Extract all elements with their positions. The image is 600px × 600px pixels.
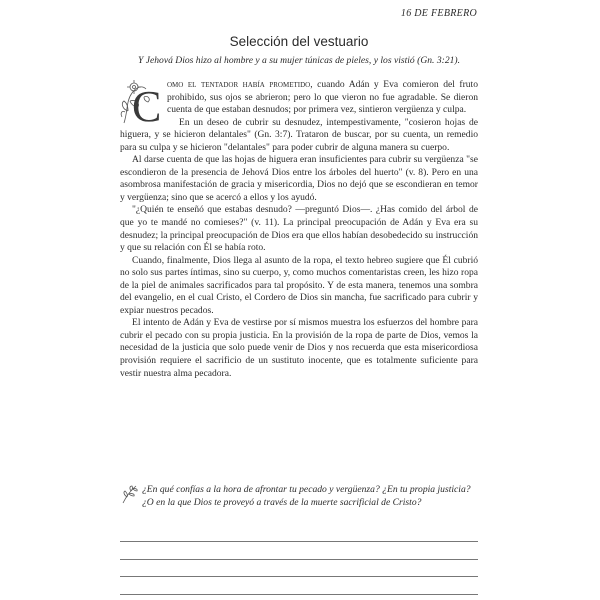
scripture-verse: Y Jehová Dios hizo al hombre y a su mujer túnicas de pieles, y los vistió (Gn. 3:21). [137,55,461,66]
paragraph-1-text: cuando Adán y Eva comieron del fruto prohibido, sus ojos se abrieron; pero lo que vieron no fue agradable. Se dieron cuenta de que estaban desnudos; por primera vez, sintieron vergüenza y culpa. [167,79,478,116]
reflection-question: ¿En qué confías a la hora de afrontar tu pecado y vergüenza? ¿En tu propia justicia? ¿O en la que Dios te proveyó a través de la muerte sacrificial de Cristo? [142,484,471,508]
writing-line[interactable] [120,542,478,560]
floral-ornament-icon [118,77,162,127]
page-date: 16 DE FEBRERO [400,8,477,19]
paragraph-1 [120,79,478,127]
paragraph-3: Al darse cuenta de que las hojas de higuera eran insuficientes para cubrir su vergüenza "se escondieron de la presencia de Jehová Dios entre los árboles del huerto" (v. 8). Pero en una asombrosa manifestación de gracia y misericordia, Dios no dejó que se escondieran en temor y vergüenza; sino que se acercó a ellos y los ayudó. [120,154,478,203]
paragraph-5: Cuando, finalmente, Dios llega al asunto de la ropa, el texto hebreo sugiere que Él cubrió no solo sus partes íntimas, sino su cuerpo, y, como muchos comentaristas creen, les hizo ropa de la piel de animales sacrificados para tal propósito. Y de esta manera, tenemos una sombra del evangelio, en el cual Cristo, el Cordero de Dios sin mancha, fue sacrificado para cubrir y expiar nuestros pecados. [120,254,478,316]
paragraph-6: El intento de Adán y Eva de vestirse por sí mismos muestra los esfuerzos del hombre para cubrir el pecado con su propia justicia. En la provisión de la ropa de parte de Dios, vemos la necesidad de la justicia que solo puede venir de Dios y nos recuerda que esta misericordiosa provisión requiere el sacrificio de un sustituto inocente, que es totalmente suficiente para vestir nuestra alma pecadora. [120,317,478,379]
writing-line[interactable] [120,577,478,595]
writing-line[interactable] [120,524,478,542]
paragraph-4: "¿Quién te enseñó que estabas desnudo? —preguntó Dios—. ¿Has comido del árbol de que yo te mandé no comieses?" (v. 11). La principal preocupación de Adán y Eva era su desnudez; la principal preocupación de Dios era que ellos habían desobedecido su instrucción y que su relación con Él se había roto. [120,204,478,254]
writing-line[interactable] [120,560,478,578]
reflection-question-block [120,483,478,509]
writing-lines[interactable] [120,524,478,595]
paragraph-2: En un deseo de cubrir su desnudez, intempestivamente, "cosieron hojas de higuera, y se hicieron delantales" (Gn. 3:7). Trataron de buscar, por su cuenta, un remedio para su culpa y se hicieron "delantales" para poder cubrir de alguna manera su cuerpo. [120,116,478,153]
lead-in-smallcaps: omo el tentador había prometido, [167,79,313,90]
page-title: Selección del vestuario [229,34,369,49]
sprig-icon [120,483,142,509]
drop-cap-letter: C [132,82,162,127]
drop-cap [118,77,162,127]
devotional-body [120,79,478,380]
